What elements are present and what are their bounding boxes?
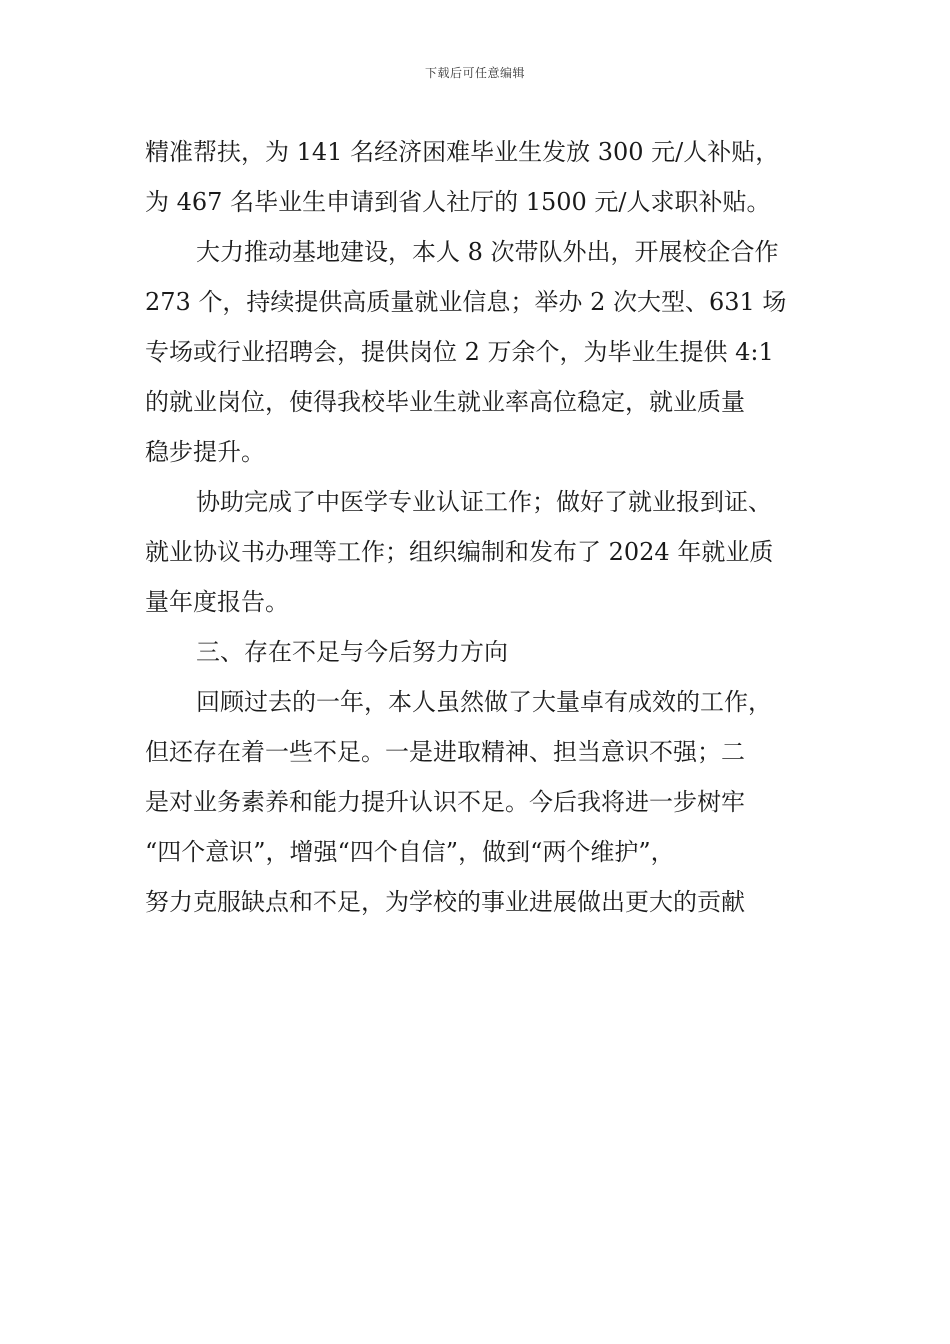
text-line: 大力推动基地建设，本人 8 次带队外出，开展校企合作 [196, 238, 779, 266]
text-line: 273 个，持续提供高质量就业信息；举办 2 次大型、631 场 [145, 288, 787, 316]
text-line: 但还存在着一些不足。一是进取精神、担当意识不强；二 [145, 738, 745, 766]
text-line: 努力克服缺点和不足，为学校的事业进展做出更大的贡献 [145, 888, 745, 916]
document-body [145, 127, 815, 927]
text-line: 为 467 名毕业生申请到省人社厅的 1500 元/人求职补贴。 [145, 188, 771, 216]
text-line: 回顾过去的一年，本人虽然做了大量卓有成效的工作， [196, 688, 772, 716]
text-line: 就业协议书办理等工作；组织编制和发布了 2024 年就业质 [145, 538, 774, 566]
page-header: 下载后可任意编辑 [424, 66, 525, 80]
text-line: 的就业岗位，使得我校毕业生就业率高位稳定，就业质量 [145, 388, 745, 416]
section-heading: 三、存在不足与今后努力方向 [196, 638, 508, 666]
text-line: 稳步提升。 [145, 438, 265, 466]
text-line: 是对业务素养和能力提升认识不足。今后我将进一步树牢 [145, 788, 745, 816]
text-line: 专场或行业招聘会，提供岗位 2 万余个，为毕业生提供 4:1 [145, 338, 774, 366]
text-line: “四个意识”，增强“四个自信”，做到“两个维护”， [145, 838, 675, 866]
text-line: 量年度报告。 [145, 588, 289, 616]
text-line: 协助完成了中医学专业认证工作；做好了就业报到证、 [196, 488, 772, 516]
text-line: 精准帮扶，为 141 名经济困难毕业生发放 300 元/人补贴， [145, 138, 780, 166]
